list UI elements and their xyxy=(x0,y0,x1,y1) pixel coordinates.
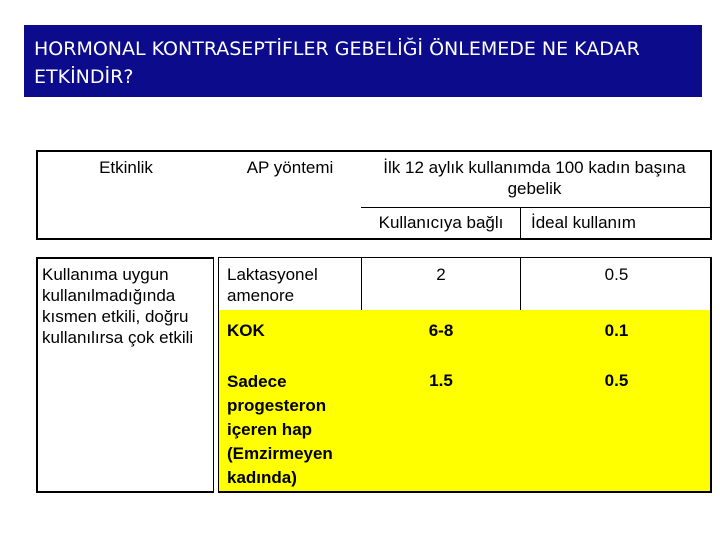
value-kok-ideal: 0.1 xyxy=(604,321,629,340)
value-pop-ideal: 0.5 xyxy=(604,371,629,390)
effectiveness-note: Kullanıma uygun kullanılmadığında kısmen etkili, doğru kullanılırsa çok etkili xyxy=(42,265,194,347)
method-pop: Sadece progesteron içeren hap (Emzirmeyen kadında) xyxy=(227,372,333,487)
header-typical-use: Kullanıcıya bağlı xyxy=(378,213,504,232)
value-pop-typical: 1.5 xyxy=(429,371,453,390)
header-method: AP yöntemi xyxy=(246,158,334,177)
slide-title: HORMONAL KONTRASEPTİFLER GEBELİĞİ ÖNLEMEDE NE KADAR ETKİNDİR? xyxy=(24,25,702,97)
header-etkinlik: Etkinlik xyxy=(99,158,153,177)
method-lam: Laktasyonel amenore xyxy=(227,265,318,305)
method-kok: KOK xyxy=(227,321,265,340)
value-kok-typical: 6-8 xyxy=(428,321,454,340)
value-lam-ideal: 0.5 xyxy=(604,265,629,284)
value-lam-typical: 2 xyxy=(436,265,446,284)
header-ideal-use: İdeal kullanım xyxy=(531,213,636,232)
header-pregnancy: İlk 12 aylık kullanımda 100 kadın başına gebelik xyxy=(383,158,686,198)
